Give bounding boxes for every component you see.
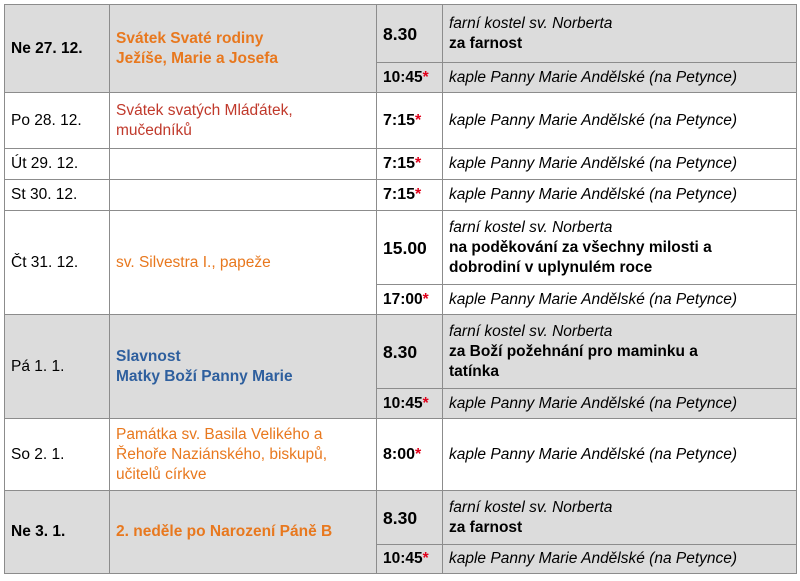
intention-text: dobrodiní v uplynulém roce: [449, 258, 653, 276]
feast-cell: [110, 419, 377, 491]
intention-text: za Boží požehnání pro maminku a: [449, 342, 698, 360]
place-cell: [443, 315, 797, 389]
time-cell: 10:45*: [377, 545, 443, 574]
time-cell: 15.00: [377, 211, 443, 285]
place-cell: kaple Panny Marie Andělské (na Petynce): [443, 149, 797, 180]
place-cell: kaple Panny Marie Andělské (na Petynce): [443, 545, 797, 574]
feast-line: Svátek svatých Mláďátek,: [116, 101, 293, 119]
feast-cell: [110, 93, 377, 149]
time-cell: 8:00*: [377, 419, 443, 491]
table-row: [5, 5, 797, 63]
time-cell: 17:00*: [377, 285, 443, 315]
place-cell: kaple Panny Marie Andělské (na Petynce): [443, 93, 797, 149]
star-mark: *: [422, 550, 429, 567]
place-cell: kaple Panny Marie Andělské (na Petynce): [443, 389, 797, 419]
feast-line: Ježíše, Marie a Josefa: [116, 49, 278, 67]
time-cell: 8.30: [377, 5, 443, 63]
location-text: farní kostel sv. Norberta: [449, 498, 613, 516]
location-text: farní kostel sv. Norberta: [449, 14, 613, 32]
intention-text: na poděkování za všechny milosti a: [449, 238, 712, 256]
time-cell: 10:45*: [377, 63, 443, 93]
feast-line: Svátek Svaté rodiny: [116, 29, 264, 47]
star-mark: *: [422, 394, 429, 412]
star-mark: *: [415, 186, 422, 203]
feast-cell: [110, 5, 377, 93]
day-cell: Čt 31. 12.: [5, 211, 110, 315]
feast-cell: [110, 315, 377, 419]
time-cell: 7:15*: [377, 180, 443, 211]
feast-line: mučedníků: [116, 121, 192, 139]
location-text: farní kostel sv. Norberta: [449, 322, 613, 340]
day-cell: Po 28. 12.: [5, 93, 110, 149]
table-row: [5, 491, 797, 545]
table-row: [5, 93, 797, 149]
time-cell: 10:45*: [377, 389, 443, 419]
day-cell: Ne 3. 1.: [5, 491, 110, 574]
feast-cell: [110, 149, 377, 180]
table-row: [5, 180, 797, 211]
time-cell: 8.30: [377, 315, 443, 389]
place-cell: kaple Panny Marie Andělské (na Petynce): [443, 180, 797, 211]
time-cell: 8.30: [377, 491, 443, 545]
star-mark: *: [415, 111, 422, 129]
day-cell: So 2. 1.: [5, 419, 110, 491]
feast-line: Památka sv. Basila Velikého a: [116, 425, 323, 443]
star-mark: *: [415, 445, 422, 463]
feast-line: učitelů církve: [116, 465, 207, 483]
day-cell: Ne 27. 12.: [5, 5, 110, 93]
feast-line: Řehoře Naziánského, biskupů,: [116, 445, 328, 463]
place-cell: [443, 211, 797, 285]
time-cell: 7:15*: [377, 149, 443, 180]
table-row: [5, 315, 797, 389]
feast-line: Slavnost: [116, 347, 181, 365]
feast-cell: sv. Silvestra I., papeže: [110, 211, 377, 315]
intention-text: tatínka: [449, 362, 499, 380]
day-cell: St 30. 12.: [5, 180, 110, 211]
place-cell: kaple Panny Marie Andělské (na Petynce): [443, 63, 797, 93]
star-mark: *: [422, 290, 429, 308]
place-cell: kaple Panny Marie Andělské (na Petynce): [443, 419, 797, 491]
table-row: [5, 419, 797, 491]
place-cell: [443, 491, 797, 545]
feast-cell: [110, 180, 377, 211]
intention-text: za farnost: [449, 34, 523, 52]
place-cell: [443, 5, 797, 63]
table-row: [5, 149, 797, 180]
table-row: [5, 211, 797, 285]
star-mark: *: [415, 155, 422, 172]
feast-line: Matky Boží Panny Marie: [116, 367, 293, 385]
mass-schedule-table: [4, 4, 797, 574]
place-cell: kaple Panny Marie Andělské (na Petynce): [443, 285, 797, 315]
day-cell: Út 29. 12.: [5, 149, 110, 180]
time-cell: 7:15*: [377, 93, 443, 149]
feast-cell: 2. neděle po Narození Páně B: [110, 491, 377, 574]
day-cell: Pá 1. 1.: [5, 315, 110, 419]
star-mark: *: [422, 68, 429, 86]
location-text: farní kostel sv. Norberta: [449, 218, 613, 236]
intention-text: za farnost: [449, 518, 523, 536]
